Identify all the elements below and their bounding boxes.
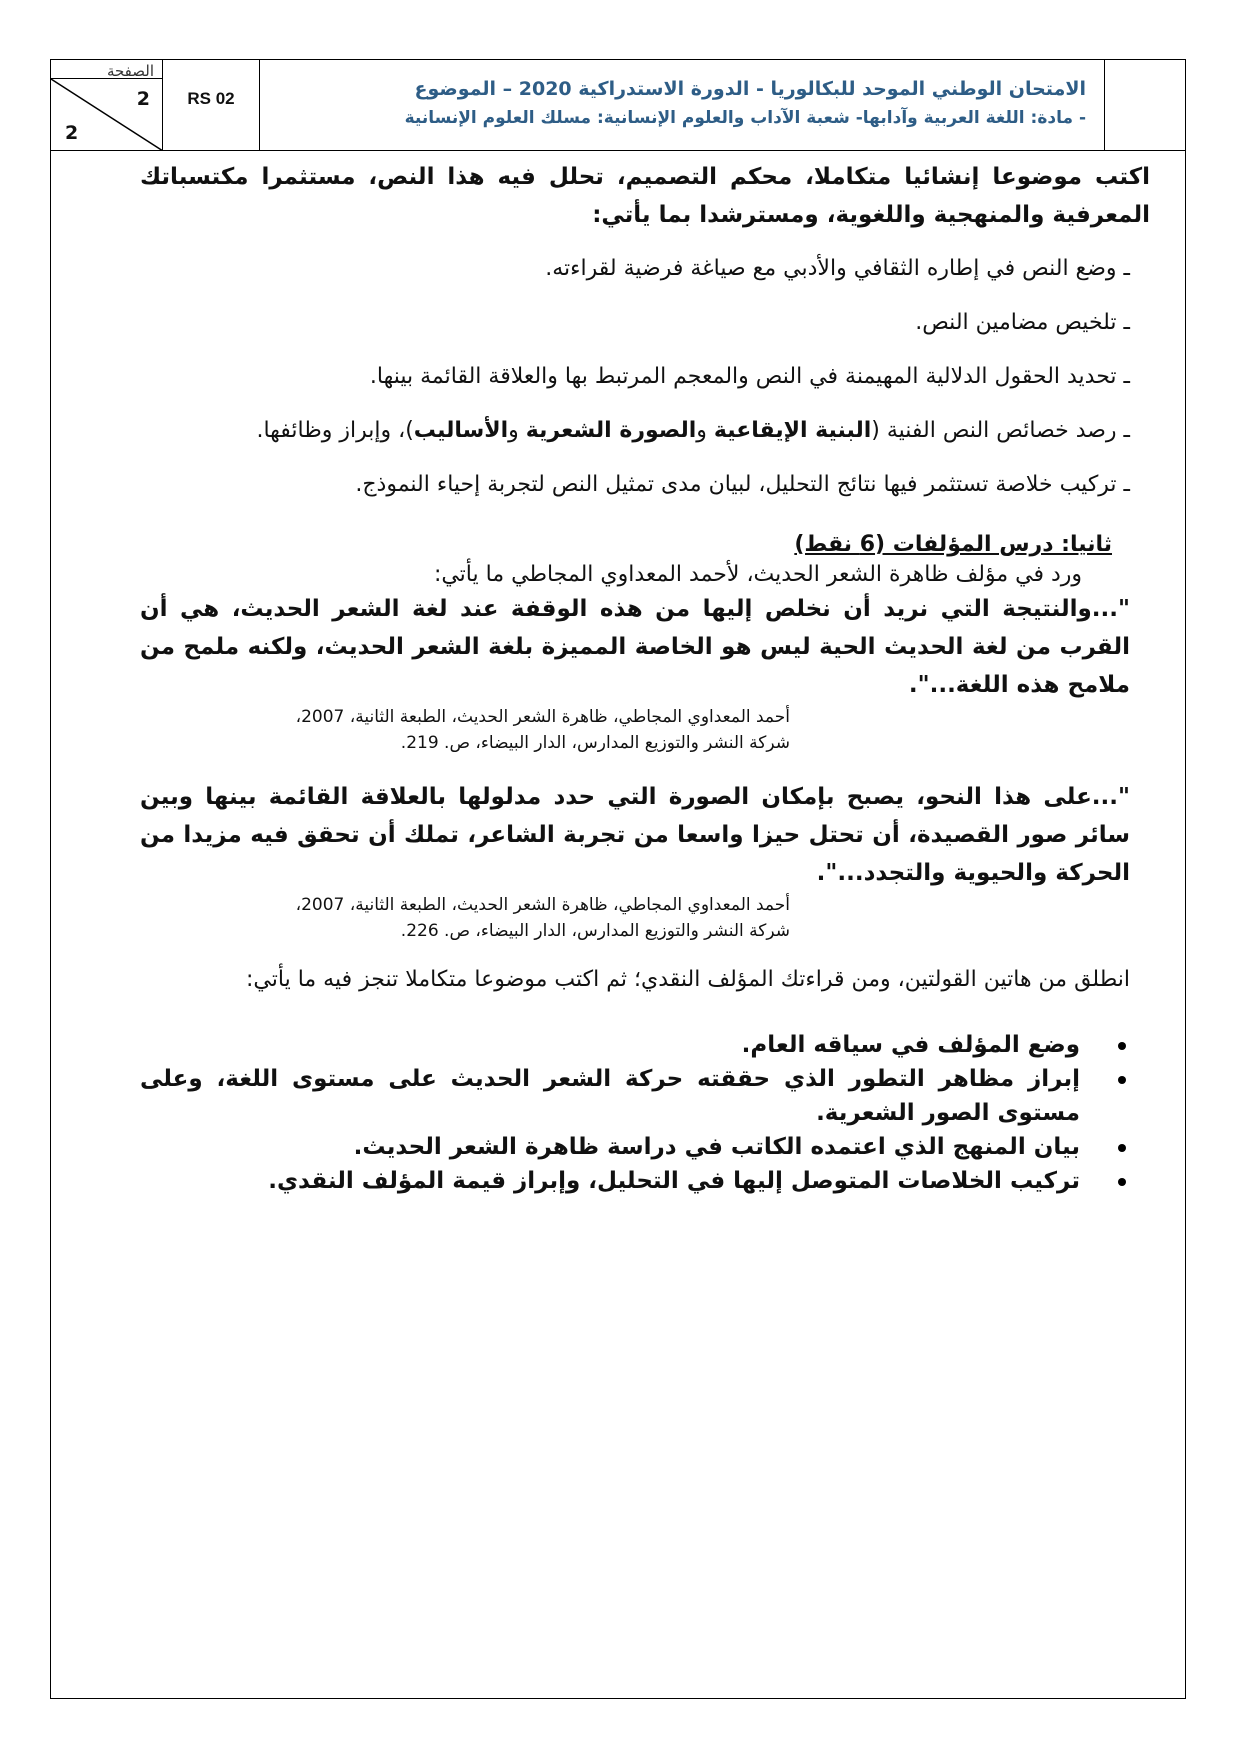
list-item: وضع المؤلف في سياقه العام.	[140, 1028, 1130, 1062]
exam-content	[140, 158, 1150, 1198]
bullet-icon	[1118, 1042, 1126, 1050]
instruction-step: ـ تحديد الحقول الدلالية المهيمنة في النص والمعجم المرتبط بها والعلاقة القائمة بينها.	[369, 364, 1130, 389]
page-label: الصفحة	[106, 62, 154, 80]
section-title: ثانيا: درس المؤلفات (6 نقط)	[794, 532, 1112, 557]
bullet-icon	[1118, 1178, 1126, 1186]
exam-header	[50, 59, 1186, 151]
exam-title: الامتحان الوطني الموحد للبكالوريا - الدورة الاستدراكية 2020 – الموضوع	[414, 78, 1086, 100]
instruction-step-features: ـ رصد خصائص النص الفنية (البنية الإيقاعية والصورة الشعرية والأساليب)، وإبراز وظائفها.	[256, 418, 1130, 443]
blank-cell	[1105, 60, 1185, 150]
page-number-cell	[51, 60, 163, 150]
list-item: إبراز مظاهر التطور الذي حققته حركة الشعر الحديث على مستوى اللغة، وعلى مستوى الصور الشعرية.	[140, 1062, 1130, 1130]
page-number: 2	[136, 88, 150, 110]
exam-code: RS 02	[187, 89, 235, 108]
exam-code-cell	[163, 60, 260, 150]
bullet-icon	[1118, 1144, 1126, 1152]
quote-1: "...والنتيجة التي نريد أن نخلص إليها من هذه الوقفة عند لغة الشعر الحديث، هي أن القرب من لغة الحديث الحية ليس هو الخاصة المميزة بلغة الشعر الحديث، ولكنه ملمح من ملامح هذه اللغة...".	[140, 596, 1130, 698]
quote-2: "...على هذا النحو، يصبح بإمكان الصورة التي حدد مدلولها بالعلاقة القائمة بينها وبين سائر صور القصيدة، أن تحتل حيزا واسعا من تجربة الشاعر، تملك أن تحقق فيه مزيدا من الحركة والحيوية والتجدد...".	[140, 784, 1130, 886]
section-intro: ورد في مؤلف ظاهرة الشعر الحديث، لأحمد المعداوي المجاطي ما يأتي:	[433, 562, 1082, 587]
task-list	[140, 1028, 1130, 1198]
list-item: تركيب الخلاصات المتوصل إليها في التحليل، وإبراز قيمة المؤلف النقدي.	[140, 1164, 1130, 1198]
exam-subject: - مادة: اللغة العربية وآدابها- شعبة الآداب والعلوم الإنسانية: مسلك العلوم الإنسانية	[404, 108, 1086, 128]
instruction-step: ـ وضع النص في إطاره الثقافي والأدبي مع صياغة فرضية لقراءته.	[545, 256, 1130, 281]
analysis-instructions: اكتب موضوعا إنشائيا متكاملا، محكم التصميم، تحلل فيه هذا النص، مستثمرا مكتسباتك المعرفية والمنهجية واللغوية، ومسترشدا بما يأتي:	[140, 164, 1150, 228]
bullet-icon	[1118, 1076, 1126, 1084]
instruction-step: ـ تركيب خلاصة تستثمر فيها نتائج التحليل، لبيان مدى تمثيل النص لتجربة إحياء النموذج.	[355, 472, 1130, 497]
quote-1-source: أحمد المعداوي المجاطي، ظاهرة الشعر الحديث، الطبعة الثانية، 2007، شركة النشر والتوزيع المدارس، الدار البيضاء، ص. 219.	[295, 707, 790, 753]
task-instructions: انطلق من هاتين القولتين، ومن قراءتك المؤلف النقدي؛ ثم اكتب موضوعا متكاملا تنجز فيه ما يأتي:	[246, 967, 1130, 992]
list-item: بيان المنهج الذي اعتمده الكاتب في دراسة ظاهرة الشعر الحديث.	[140, 1130, 1130, 1164]
exam-title-cell	[260, 60, 1105, 150]
instruction-step: ـ تلخيص مضامين النص.	[915, 310, 1130, 335]
page-total: 2	[65, 122, 79, 144]
quote-2-source: أحمد المعداوي المجاطي، ظاهرة الشعر الحديث، الطبعة الثانية، 2007، شركة النشر والتوزيع المدارس، الدار البيضاء، ص. 226.	[295, 895, 790, 941]
